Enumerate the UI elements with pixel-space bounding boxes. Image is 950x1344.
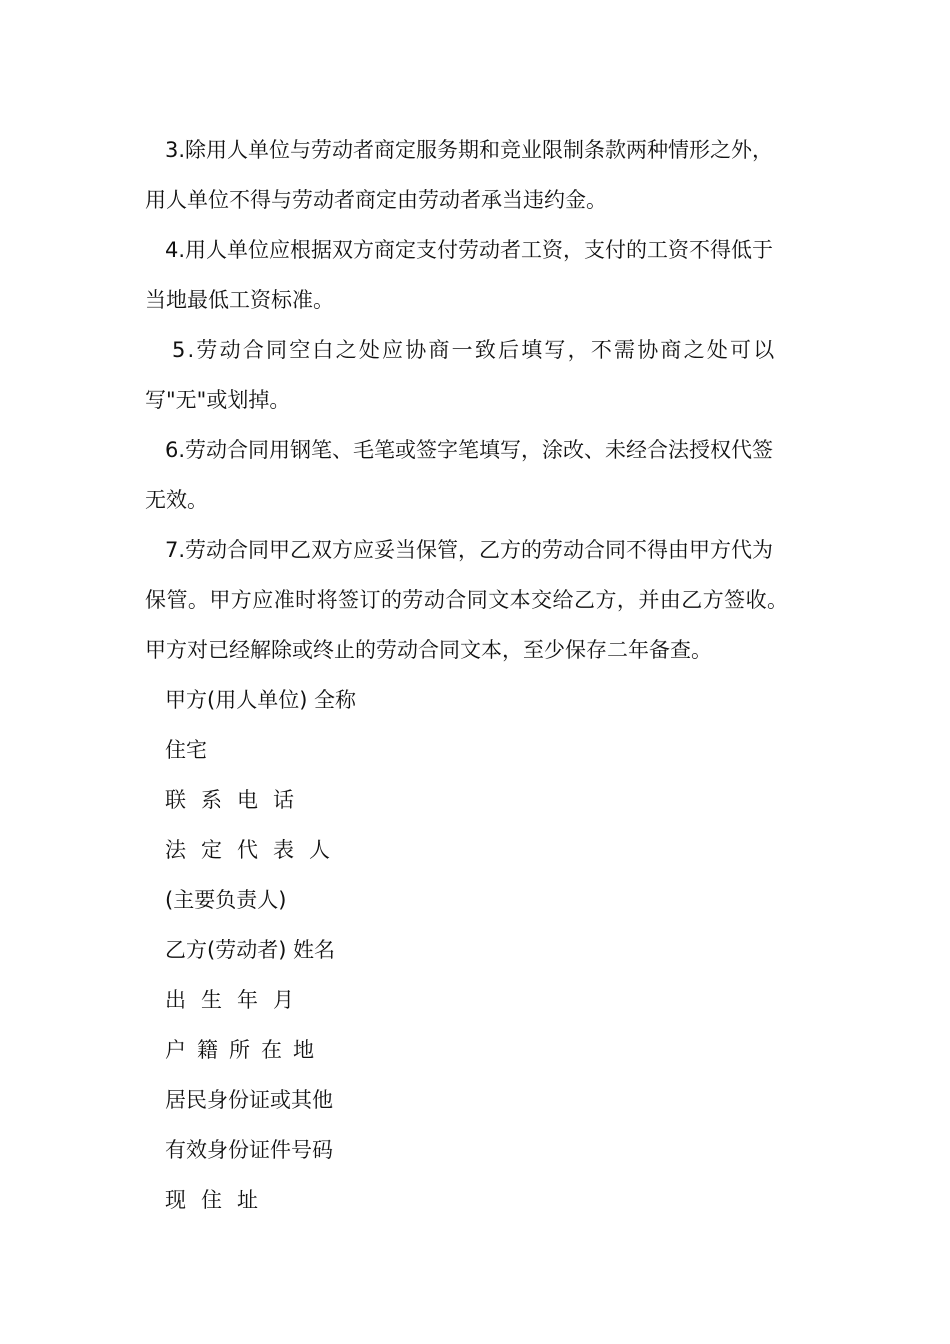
clause-4-line-1: 4.用人单位应根据双方商定支付劳动者工资，支付的工资不得低于 (165, 238, 774, 262)
party-b-birth-label: 出生年月 (165, 988, 309, 1012)
clause-6-line-2: 无效。 (145, 488, 208, 512)
clause-7-line-2: 保管。甲方应准时将签订的劳动合同文本交给乙方，并由乙方签收。 (145, 588, 789, 612)
party-a-name-label: 甲方(用人单位) 全称 (165, 688, 357, 712)
clause-3-line-2: 用人单位不得与劳动者商定由劳动者承当违约金。 (145, 188, 607, 212)
clause-7-line-3: 甲方对已经解除或终止的劳动合同文本，至少保存二年备查。 (145, 638, 712, 662)
party-a-address-label: 住宅 (165, 738, 207, 762)
party-b-id-label-1: 居民身份证或其他 (165, 1088, 333, 1112)
clause-6-line-1: 6.劳动合同用钢笔、毛笔或签字笔填写，涂改、未经合法授权代签 (165, 438, 774, 462)
party-b-id-label-2: 有效身份证件号码 (165, 1138, 333, 1162)
party-a-legal-rep-label: 法定代表人 (165, 838, 345, 862)
party-b-household-label: 户籍所在地 (165, 1038, 325, 1062)
party-b-current-address-label: 现住址 (165, 1188, 273, 1212)
clause-7-line-1: 7.劳动合同甲乙双方应妥当保管，乙方的劳动合同不得由甲方代为 (165, 538, 774, 562)
party-a-phone-label: 联系电话 (165, 788, 309, 812)
party-b-name-label: 乙方(劳动者) 姓名 (165, 938, 336, 962)
clause-3-line-1: 3.除用人单位与劳动者商定服务期和竞业限制条款两种情形之外， (165, 138, 774, 162)
clause-5-line-2: 写"无"或划掉。 (145, 388, 291, 412)
clause-4-line-2: 当地最低工资标准。 (145, 288, 334, 312)
party-a-principal-label: (主要负责人) (165, 888, 287, 912)
clause-5-line-1: 5.劳动合同空白之处应协商一致后填写，不需协商之处可以 (172, 338, 777, 362)
